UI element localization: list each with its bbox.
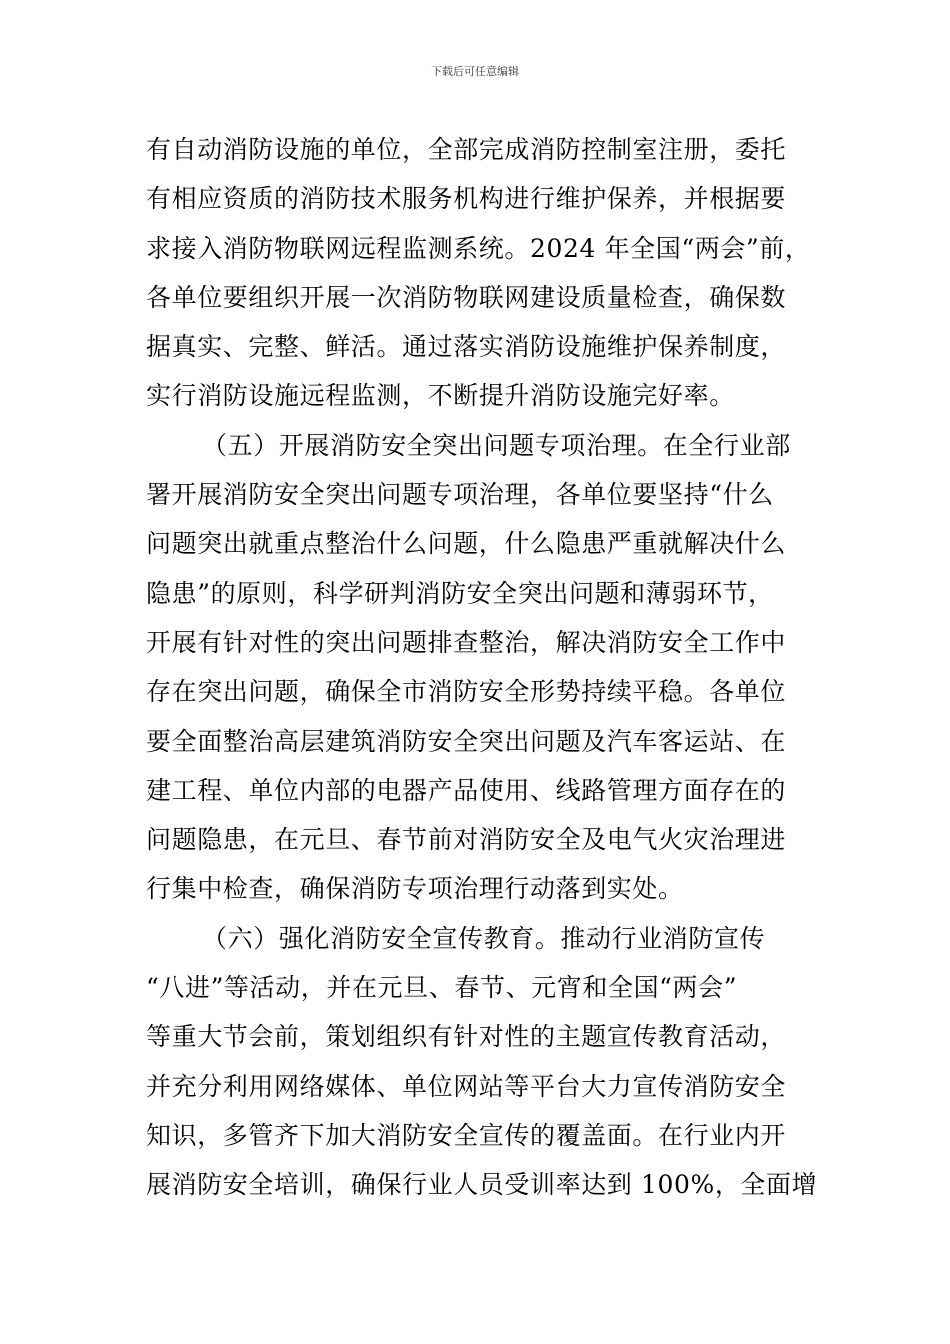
- text-line: 等重大节会前，策划组织有针对性的主题宣传教育活动，: [146, 1022, 787, 1052]
- text-line: 有自动消防设施的单位，全部完成消防控制室注册，委托: [146, 135, 787, 164]
- text-line: 要全面整治高层建筑消防安全突出问题及汽车客运站、在: [146, 726, 787, 756]
- paragraph-start-line: （五）开展消防安全突出问题专项治理。在全行业部: [202, 430, 791, 460]
- text-line: 知识，多管齐下加大消防安全宣传的覆盖面。在行业内开: [146, 1120, 787, 1150]
- text-line: 建工程、单位内部的电器产品使用、线路管理方面存在的: [146, 775, 787, 805]
- text-line: 问题隐患，在元旦、春节前对消防安全及电气火灾治理进: [146, 825, 787, 855]
- text-line: 求接入消防物联网远程监测系统。2024 年全国“两会”前，: [146, 233, 811, 263]
- text-line: 展消防安全培训，确保行业人员受训率达到 100%，全面增: [146, 1170, 818, 1200]
- paragraph-start-line: （六）强化消防安全宣传教育。推动行业消防宣传: [202, 923, 766, 953]
- text-line: 并充分利用网络媒体、单位网站等平台大力宣传消防安全: [146, 1071, 787, 1101]
- text-line: 有相应资质的消防技术服务机构进行维护保养，并根据要: [146, 184, 787, 214]
- text-line: 开展有针对性的突出问题排查整治，解决消防安全工作中: [146, 627, 787, 657]
- text-line: 各单位要组织开展一次消防物联网建设质量检查，确保数: [146, 282, 787, 312]
- text-line: 行集中检查，确保消防专项治理行动落到实处。: [146, 874, 684, 904]
- text-line: 存在突出问题，确保全市消防安全形势持续平稳。各单位: [146, 677, 787, 707]
- document-body: [146, 125, 830, 1210]
- text-line: 据真实、完整、鲜活。通过落实消防设施维护保养制度，: [146, 332, 787, 362]
- page-header: 下载后可任意编辑: [431, 65, 519, 78]
- text-line: 隐患”的原则，科学研判消防安全突出问题和薄弱环节，: [146, 578, 774, 608]
- text-line: 问题突出就重点整治什么问题，什么隐患严重就解决什么: [146, 529, 787, 559]
- text-line: 署开展消防安全突出问题专项治理，各单位要坚持“什么: [146, 480, 774, 510]
- text-line: “八进”等活动，并在元旦、春节、元宵和全国“两会”: [146, 973, 738, 1003]
- text-line: 实行消防设施远程监测，不断提升消防设施完好率。: [146, 381, 735, 411]
